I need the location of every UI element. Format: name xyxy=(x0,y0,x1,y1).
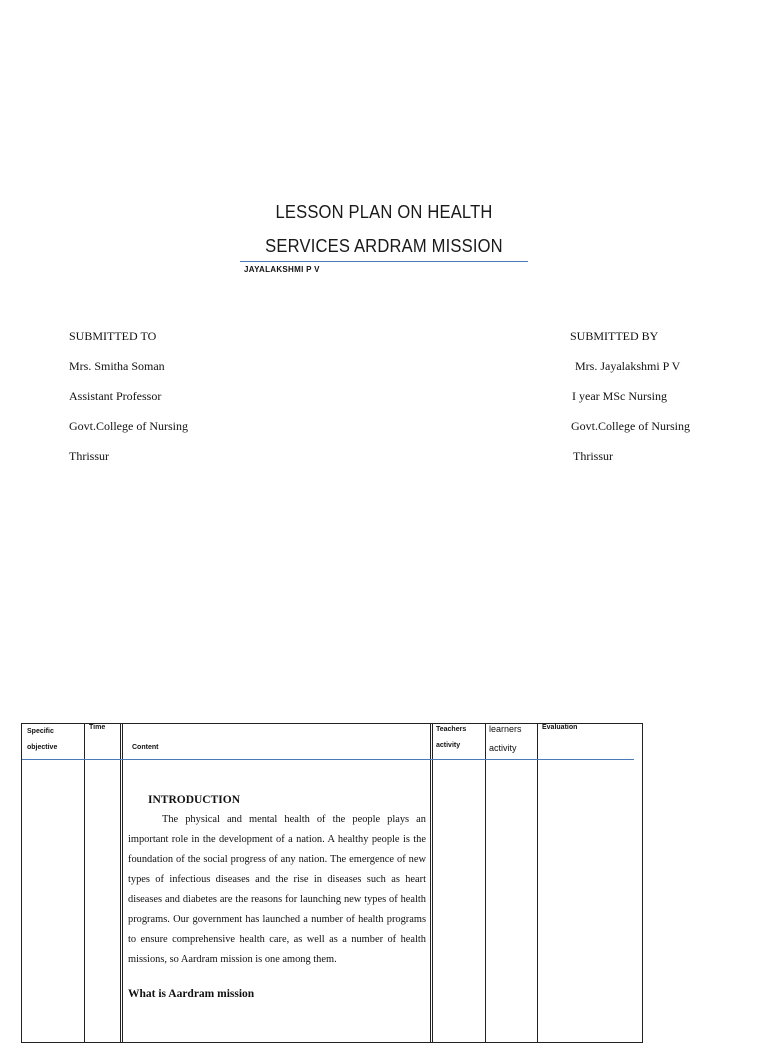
submitted-to-designation: Assistant Professor xyxy=(69,389,162,403)
author-tag: JAYALAKSHMI P V xyxy=(244,265,320,274)
submitted-to-institution: Govt.College of Nursing xyxy=(69,419,188,433)
submitted-by-place: Thrissur xyxy=(573,449,613,463)
content-subheading: What is Aardram mission xyxy=(128,988,255,1000)
header-evaluation: Evaluation xyxy=(542,724,578,731)
header-learners-label: learners xyxy=(489,724,522,734)
title-underline xyxy=(240,261,528,262)
header-time: Time xyxy=(89,724,106,731)
submitted-to-name: Mrs. Smitha Soman xyxy=(69,359,165,373)
document-title-line-2: SERVICES ARDRAM MISSION xyxy=(265,236,503,256)
submitted-by-block xyxy=(570,321,690,471)
submitted-by-designation: I year MSc Nursing xyxy=(572,389,667,403)
table-header-rule xyxy=(22,759,634,760)
submitted-by-institution: Govt.College of Nursing xyxy=(571,419,690,433)
content-cell xyxy=(128,790,426,1004)
lesson-plan-table xyxy=(21,723,643,1043)
submitted-by-name: Mrs. Jayalakshmi P V xyxy=(575,359,681,373)
submitted-to-block xyxy=(69,321,188,471)
submitted-to-place: Thrissur xyxy=(69,449,109,463)
table-column-divider xyxy=(485,724,486,1042)
header-specific-objective xyxy=(27,724,57,756)
table-column-divider xyxy=(84,724,85,1042)
header-teachers-activity xyxy=(436,722,466,754)
header-learners-activity xyxy=(489,720,522,758)
submitted-by-heading: SUBMITTED BY xyxy=(570,329,659,343)
header-specific-label: Specific xyxy=(27,728,54,735)
header-objective-label: objective xyxy=(27,744,58,751)
document-title-line-1: LESSON PLAN ON HEALTH xyxy=(275,202,493,222)
header-teachers-label: Teachers xyxy=(436,726,467,733)
table-column-divider xyxy=(120,724,123,1042)
content-paragraph: The physical and mental health of the people plays an important role in the development of a nation. A healthy people is the foundation of the social progress of any nation. The emergence of new types of infectious diseases and the rise in diseases such as heart diseases and diabetes are the reasons for launching new types of health programs. Our government has launched a number of health programs to ensure comprehensive health care, as well as a number of health missions, so Aardram mission is one among them. xyxy=(128,814,426,965)
header-content: Content xyxy=(132,744,159,751)
header-learners-activity-label: activity xyxy=(489,743,517,753)
content-heading: INTRODUCTION xyxy=(148,794,241,806)
table-column-divider xyxy=(537,724,538,1042)
table-column-divider xyxy=(430,724,433,1042)
submitted-to-heading: SUBMITTED TO xyxy=(69,329,157,343)
header-teachers-activity-label: activity xyxy=(436,742,461,749)
